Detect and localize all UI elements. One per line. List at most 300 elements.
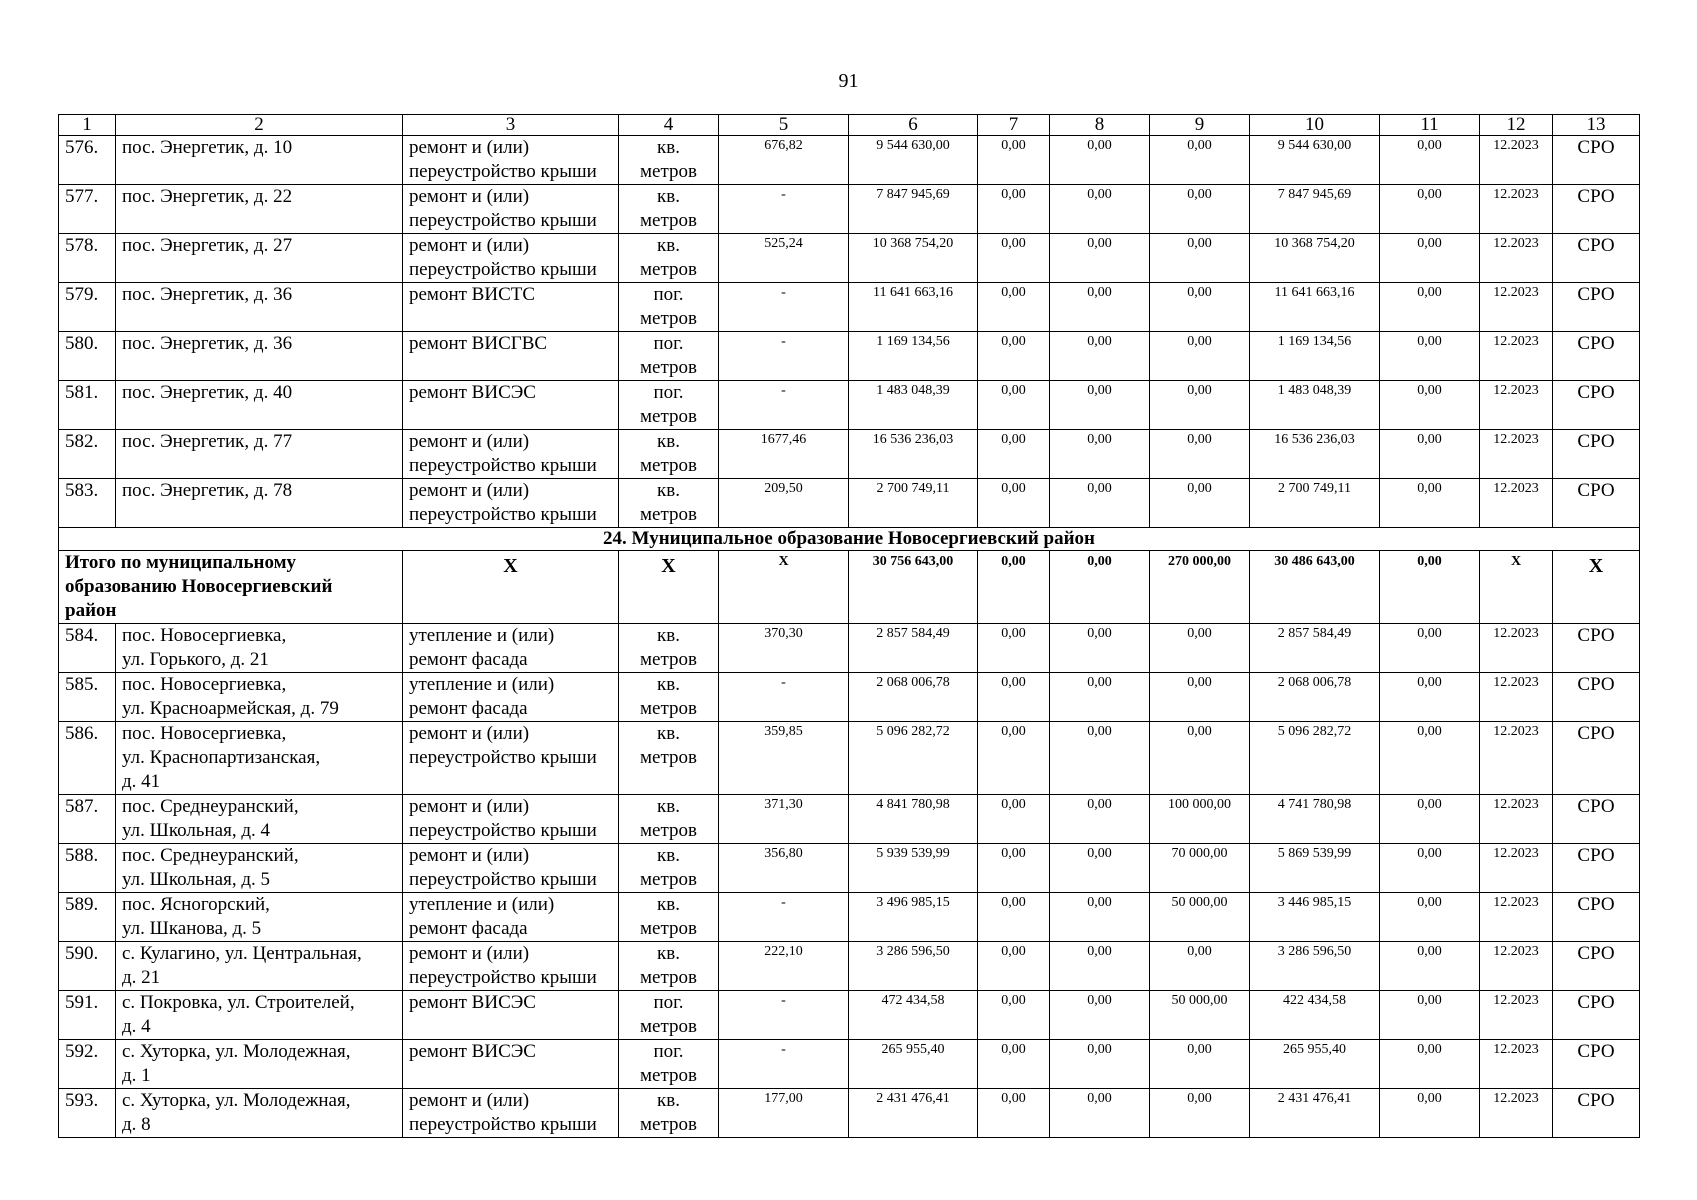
value-cell: 4 841 780,98	[849, 795, 978, 844]
value-cell: 0,00	[1380, 234, 1480, 283]
cell-line: переустройство крыши	[409, 869, 597, 890]
cell-line: пог.	[653, 382, 684, 403]
cell-line: метров	[640, 649, 697, 670]
work-type-cell	[403, 136, 619, 185]
address-cell	[116, 430, 403, 479]
total-cell: 30 756 643,00	[849, 551, 978, 624]
cell-line: метров	[640, 747, 697, 768]
cell-line: пос. Энергетик, д. 27	[122, 235, 293, 256]
value-cell: 0,00	[1150, 430, 1250, 479]
value-cell: 9 544 630,00	[1250, 136, 1380, 185]
cell-line: ремонт и (или)	[409, 943, 530, 964]
cell-line: кв.	[657, 137, 680, 158]
table-body	[59, 115, 1640, 1138]
unit-cell	[619, 991, 719, 1040]
row-number: 585.	[59, 673, 116, 722]
value-cell: 1 483 048,39	[849, 381, 978, 430]
total-cell: Х	[719, 551, 849, 624]
cell-line: переустройство крыши	[409, 161, 597, 182]
value-cell: 5 939 539,99	[849, 844, 978, 893]
cell-line: кв.	[657, 235, 680, 256]
cell-line: ремонт ВИСГВС	[409, 333, 548, 354]
value-cell: 2 700 749,11	[849, 479, 978, 528]
total-cell: 30 486 643,00	[1250, 551, 1380, 624]
column-number-row	[59, 115, 1640, 136]
cell-line: ремонт и (или)	[409, 1090, 530, 1111]
cell-line: д. 41	[122, 771, 161, 792]
column-number: 4	[619, 115, 719, 136]
value-cell: 4 741 780,98	[1250, 795, 1380, 844]
address-cell	[116, 795, 403, 844]
cell-line: кв.	[657, 845, 680, 866]
value-cell: 0,00	[978, 234, 1050, 283]
total-cell: 0,00	[1050, 551, 1150, 624]
value-cell: 0,00	[978, 624, 1050, 673]
value-cell: 12.2023	[1480, 381, 1553, 430]
work-type-cell	[403, 673, 619, 722]
value-cell: 0,00	[1380, 722, 1480, 795]
row-number: 590.	[59, 942, 116, 991]
cell-line: ремонт и (или)	[409, 796, 530, 817]
value-cell: 2 068 006,78	[1250, 673, 1380, 722]
work-type-cell	[403, 722, 619, 795]
cell-line: ремонт и (или)	[409, 845, 530, 866]
value-cell: -	[719, 1040, 849, 1089]
cell-line: пог.	[653, 284, 684, 305]
cell-line: метров	[640, 1065, 697, 1086]
value-cell: 3 286 596,50	[1250, 942, 1380, 991]
contractor-cell: СРО	[1553, 722, 1640, 795]
value-cell: 265 955,40	[849, 1040, 978, 1089]
cell-line: метров	[640, 869, 697, 890]
value-cell: 0,00	[978, 381, 1050, 430]
row-number: 581.	[59, 381, 116, 430]
value-cell: 0,00	[1380, 1089, 1480, 1138]
contractor-cell: СРО	[1553, 844, 1640, 893]
address-cell	[116, 844, 403, 893]
value-cell: 2 857 584,49	[849, 624, 978, 673]
value-cell: 0,00	[1150, 479, 1250, 528]
cell-line: переустройство крыши	[409, 747, 597, 768]
contractor-cell: СРО	[1553, 673, 1640, 722]
value-cell: 0,00	[978, 430, 1050, 479]
work-type-cell	[403, 381, 619, 430]
column-number: 9	[1150, 115, 1250, 136]
value-cell: -	[719, 893, 849, 942]
contractor-cell: СРО	[1553, 136, 1640, 185]
cell-line: переустройство крыши	[409, 210, 597, 231]
value-cell: 10 368 754,20	[1250, 234, 1380, 283]
total-cell: 0,00	[978, 551, 1050, 624]
cell-line: д. 4	[122, 1016, 151, 1037]
value-cell: 2 857 584,49	[1250, 624, 1380, 673]
cell-line: метров	[640, 504, 697, 525]
value-cell: 3 496 985,15	[849, 893, 978, 942]
value-cell: 0,00	[978, 185, 1050, 234]
cell-line: переустройство крыши	[409, 820, 597, 841]
value-cell: 12.2023	[1480, 479, 1553, 528]
value-cell: 676,82	[719, 136, 849, 185]
value-cell: 371,30	[719, 795, 849, 844]
unit-cell	[619, 283, 719, 332]
cell-line: д. 1	[122, 1065, 151, 1086]
contractor-cell: СРО	[1553, 795, 1640, 844]
value-cell: 0,00	[1380, 942, 1480, 991]
cell-line: утепление и (или)	[409, 894, 555, 915]
value-cell: -	[719, 991, 849, 1040]
cell-line: метров	[640, 820, 697, 841]
cell-line: ул. Школьная, д. 5	[122, 869, 270, 890]
value-cell: 12.2023	[1480, 185, 1553, 234]
unit-cell	[619, 234, 719, 283]
row-number: 582.	[59, 430, 116, 479]
cell-line: образованию Новосергиевский	[65, 576, 333, 597]
repair-program-table	[58, 114, 1640, 1138]
value-cell: 0,00	[978, 479, 1050, 528]
value-cell: 209,50	[719, 479, 849, 528]
unit-cell	[619, 430, 719, 479]
cell-line: с. Покровка, ул. Строителей,	[122, 992, 355, 1013]
cell-line: ремонт ВИСЭС	[409, 1041, 536, 1062]
value-cell: 0,00	[1050, 893, 1150, 942]
value-cell: 12.2023	[1480, 624, 1553, 673]
cell-line: утепление и (или)	[409, 625, 555, 646]
value-cell: 50 000,00	[1150, 991, 1250, 1040]
value-cell: 0,00	[978, 722, 1050, 795]
value-cell: 0,00	[1050, 624, 1150, 673]
cell-line: ремонт и (или)	[409, 480, 530, 501]
value-cell: 472 434,58	[849, 991, 978, 1040]
value-cell: 356,80	[719, 844, 849, 893]
section-title: 24. Муниципальное образование Новосергиевский район	[59, 528, 1640, 551]
address-cell	[116, 893, 403, 942]
cell-line: пос. Новосергиевка,	[122, 723, 287, 744]
value-cell: 11 641 663,16	[849, 283, 978, 332]
table-row	[59, 722, 1640, 795]
row-number: 586.	[59, 722, 116, 795]
value-cell: 12.2023	[1480, 234, 1553, 283]
contractor-cell: СРО	[1553, 991, 1640, 1040]
cell-line: пос. Энергетик, д. 36	[122, 333, 293, 354]
value-cell: 70 000,00	[1150, 844, 1250, 893]
cell-line: ремонт и (или)	[409, 186, 530, 207]
value-cell: 0,00	[1050, 332, 1150, 381]
column-number: 1	[59, 115, 116, 136]
cell-line: ремонт фасада	[409, 918, 528, 939]
value-cell: 0,00	[978, 1040, 1050, 1089]
unit-cell	[619, 479, 719, 528]
unit-cell	[619, 136, 719, 185]
table-row	[59, 479, 1640, 528]
work-type-cell	[403, 795, 619, 844]
value-cell: 0,00	[978, 136, 1050, 185]
section-row	[59, 528, 1640, 551]
cell-line: д. 8	[122, 1114, 151, 1135]
work-type-cell	[403, 942, 619, 991]
row-number: 587.	[59, 795, 116, 844]
contractor-cell: СРО	[1553, 381, 1640, 430]
unit-cell	[619, 624, 719, 673]
row-number: 584.	[59, 624, 116, 673]
contractor-cell: СРО	[1553, 234, 1640, 283]
value-cell: 0,00	[1380, 332, 1480, 381]
value-cell: 0,00	[1050, 185, 1150, 234]
page-number: 91	[838, 70, 859, 92]
column-number: 6	[849, 115, 978, 136]
table-row	[59, 942, 1640, 991]
value-cell: 0,00	[1150, 722, 1250, 795]
value-cell: 0,00	[1150, 234, 1250, 283]
value-cell: 177,00	[719, 1089, 849, 1138]
value-cell: 3 446 985,15	[1250, 893, 1380, 942]
value-cell: 2 068 006,78	[849, 673, 978, 722]
table-row	[59, 1089, 1640, 1138]
cell-line: пог.	[653, 333, 684, 354]
value-cell: 359,85	[719, 722, 849, 795]
cell-line: метров	[640, 1114, 697, 1135]
cell-line: переустройство крыши	[409, 967, 597, 988]
cell-line: пос. Энергетик, д. 40	[122, 382, 293, 403]
value-cell: 16 536 236,03	[1250, 430, 1380, 479]
value-cell: 0,00	[1150, 942, 1250, 991]
cell-line: ремонт фасада	[409, 698, 528, 719]
cell-line: Итого по муниципальному	[65, 552, 297, 573]
cell-line: ул. Шканова, д. 5	[122, 918, 262, 939]
row-number: 588.	[59, 844, 116, 893]
value-cell: 0,00	[1380, 991, 1480, 1040]
cell-line: пос. Среднеуранский,	[122, 796, 299, 817]
work-type-cell	[403, 1089, 619, 1138]
value-cell: 0,00	[1050, 795, 1150, 844]
value-cell: 5 096 282,72	[849, 722, 978, 795]
cell-line: с. Хуторка, ул. Молодежная,	[122, 1090, 351, 1111]
column-number: 2	[116, 115, 403, 136]
value-cell: 0,00	[1050, 1040, 1150, 1089]
total-cell: Х	[1480, 551, 1553, 624]
work-type-cell	[403, 844, 619, 893]
value-cell: 0,00	[1150, 673, 1250, 722]
column-number: 10	[1250, 115, 1380, 136]
cell-line: с. Хуторка, ул. Молодежная,	[122, 1041, 351, 1062]
contractor-cell: СРО	[1553, 283, 1640, 332]
value-cell: 525,24	[719, 234, 849, 283]
value-cell: 265 955,40	[1250, 1040, 1380, 1089]
unit-cell	[619, 185, 719, 234]
value-cell: 0,00	[978, 332, 1050, 381]
unit-cell	[619, 942, 719, 991]
cell-line: ремонт и (или)	[409, 137, 530, 158]
address-cell	[116, 332, 403, 381]
table-row	[59, 185, 1640, 234]
total-cell: 0,00	[1380, 551, 1480, 624]
cell-line: пос. Новосергиевка,	[122, 674, 287, 695]
column-number: 3	[403, 115, 619, 136]
table-row	[59, 283, 1640, 332]
address-cell	[116, 136, 403, 185]
value-cell: 1 169 134,56	[1250, 332, 1380, 381]
value-cell: 12.2023	[1480, 673, 1553, 722]
address-cell	[116, 942, 403, 991]
value-cell: 2 431 476,41	[1250, 1089, 1380, 1138]
value-cell: 11 641 663,16	[1250, 283, 1380, 332]
value-cell: 0,00	[1150, 283, 1250, 332]
table-row	[59, 795, 1640, 844]
value-cell: 0,00	[1380, 283, 1480, 332]
value-cell: 3 286 596,50	[849, 942, 978, 991]
work-type-cell	[403, 893, 619, 942]
cell-line: метров	[640, 161, 697, 182]
table-row	[59, 844, 1640, 893]
value-cell: 2 700 749,11	[1250, 479, 1380, 528]
value-cell: -	[719, 673, 849, 722]
cell-line: кв.	[657, 723, 680, 744]
cell-line: кв.	[657, 796, 680, 817]
unit-cell	[619, 1040, 719, 1089]
value-cell: 0,00	[1380, 430, 1480, 479]
cell-line: кв.	[657, 431, 680, 452]
contractor-cell: СРО	[1553, 430, 1640, 479]
value-cell: 0,00	[1050, 722, 1150, 795]
value-cell: 7 847 945,69	[1250, 185, 1380, 234]
value-cell: 0,00	[1050, 1089, 1150, 1138]
work-type-cell	[403, 430, 619, 479]
cell-line: кв.	[657, 943, 680, 964]
contractor-cell: СРО	[1553, 479, 1640, 528]
value-cell: 0,00	[1050, 844, 1150, 893]
value-cell: 0,00	[1150, 136, 1250, 185]
cell-line: пос. Новосергиевка,	[122, 625, 287, 646]
row-number: 580.	[59, 332, 116, 381]
value-cell: 12.2023	[1480, 1089, 1553, 1138]
value-cell: 0,00	[1380, 479, 1480, 528]
cell-line: метров	[640, 1016, 697, 1037]
unit-cell	[619, 332, 719, 381]
cell-line: ул. Красноармейская, д. 79	[122, 698, 339, 719]
value-cell: 0,00	[978, 673, 1050, 722]
value-cell: 0,00	[1150, 381, 1250, 430]
value-cell: 0,00	[1150, 1089, 1250, 1138]
value-cell: 5 869 539,99	[1250, 844, 1380, 893]
value-cell: 0,00	[1380, 893, 1480, 942]
address-cell	[116, 283, 403, 332]
value-cell: 0,00	[1050, 234, 1150, 283]
value-cell: -	[719, 283, 849, 332]
value-cell: 50 000,00	[1150, 893, 1250, 942]
value-cell: 0,00	[1150, 332, 1250, 381]
cell-line: ремонт ВИСЭС	[409, 992, 536, 1013]
value-cell: 10 368 754,20	[849, 234, 978, 283]
value-cell: 0,00	[978, 844, 1050, 893]
cell-line: переустройство крыши	[409, 259, 597, 280]
cell-line: переустройство крыши	[409, 455, 597, 476]
address-cell	[116, 479, 403, 528]
value-cell: 0,00	[1050, 283, 1150, 332]
cell-line: метров	[640, 210, 697, 231]
column-number: 13	[1553, 115, 1640, 136]
value-cell: 12.2023	[1480, 942, 1553, 991]
value-cell: 0,00	[1150, 624, 1250, 673]
cell-line: утепление и (или)	[409, 674, 555, 695]
cell-line: метров	[640, 406, 697, 427]
cell-line: пог.	[653, 1041, 684, 1062]
table-row	[59, 381, 1640, 430]
contractor-cell: СРО	[1553, 942, 1640, 991]
value-cell: 12.2023	[1480, 283, 1553, 332]
value-cell: 0,00	[1050, 673, 1150, 722]
cell-line: кв.	[657, 186, 680, 207]
value-cell: 1677,46	[719, 430, 849, 479]
table-row	[59, 893, 1640, 942]
address-cell	[116, 991, 403, 1040]
contractor-cell: СРО	[1553, 624, 1640, 673]
work-type-cell	[403, 332, 619, 381]
table-row	[59, 136, 1640, 185]
cell-line: кв.	[657, 1090, 680, 1111]
value-cell: 0,00	[1150, 1040, 1250, 1089]
row-number: 592.	[59, 1040, 116, 1089]
value-cell: 0,00	[1380, 381, 1480, 430]
value-cell: 0,00	[1150, 185, 1250, 234]
cell-line: пос. Энергетик, д. 36	[122, 284, 293, 305]
table-row	[59, 991, 1640, 1040]
value-cell: 0,00	[1380, 185, 1480, 234]
address-cell	[116, 673, 403, 722]
cell-line: ул. Горького, д. 21	[122, 649, 269, 670]
cell-line: ремонт ВИСТС	[409, 284, 536, 305]
column-number: 12	[1480, 115, 1553, 136]
unit-cell	[619, 381, 719, 430]
cell-line: пос. Среднеуранский,	[122, 845, 299, 866]
value-cell: 0,00	[1050, 479, 1150, 528]
value-cell: 9 544 630,00	[849, 136, 978, 185]
unit-cell	[619, 673, 719, 722]
value-cell: 370,30	[719, 624, 849, 673]
value-cell: 222,10	[719, 942, 849, 991]
address-cell	[116, 234, 403, 283]
cell-line: д. 21	[122, 967, 161, 988]
value-cell: 0,00	[1380, 673, 1480, 722]
value-cell: 12.2023	[1480, 1040, 1553, 1089]
cell-line: ул. Школьная, д. 4	[122, 820, 270, 841]
column-number: 11	[1380, 115, 1480, 136]
row-number: 576.	[59, 136, 116, 185]
contractor-cell: СРО	[1553, 893, 1640, 942]
cell-line: ул. Краснопартизанская,	[122, 747, 321, 768]
value-cell: 2 431 476,41	[849, 1089, 978, 1138]
cell-line: кв.	[657, 480, 680, 501]
cell-line: ремонт и (или)	[409, 723, 530, 744]
row-number: 593.	[59, 1089, 116, 1138]
value-cell: -	[719, 381, 849, 430]
row-number: 591.	[59, 991, 116, 1040]
contractor-cell: СРО	[1553, 332, 1640, 381]
column-number: 8	[1050, 115, 1150, 136]
cell-line: кв.	[657, 625, 680, 646]
value-cell: 12.2023	[1480, 991, 1553, 1040]
contractor-cell: СРО	[1553, 1040, 1640, 1089]
value-cell: 0,00	[1050, 942, 1150, 991]
total-cell: Х	[619, 551, 719, 624]
cell-line: район	[65, 600, 117, 621]
cell-line: пог.	[653, 992, 684, 1013]
value-cell: 0,00	[978, 942, 1050, 991]
table-row	[59, 673, 1640, 722]
value-cell: 0,00	[1380, 1040, 1480, 1089]
cell-line: метров	[640, 357, 697, 378]
value-cell: 0,00	[1380, 795, 1480, 844]
value-cell: 0,00	[1050, 430, 1150, 479]
cell-line: метров	[640, 698, 697, 719]
